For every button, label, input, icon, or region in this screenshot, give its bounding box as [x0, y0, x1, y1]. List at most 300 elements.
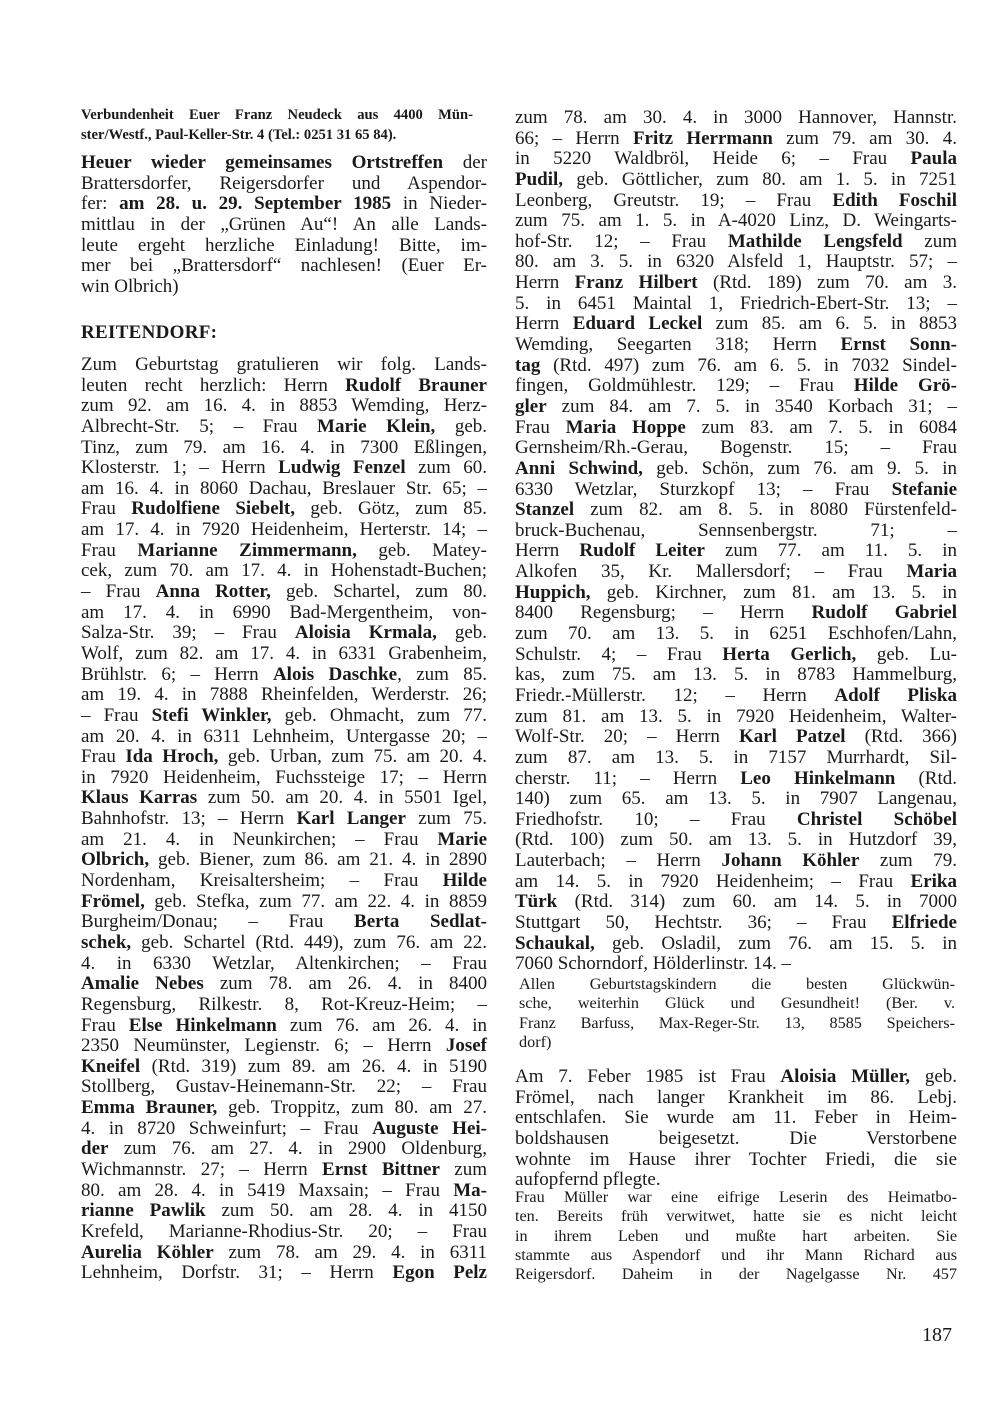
text-segment: Wemding, Seegarten 318; Herrn	[515, 334, 841, 356]
text-line	[81, 603, 487, 624]
text-line	[81, 520, 487, 541]
text-segment: geb. Göttlicher, zum 80. am 1. 5. in 7251	[563, 168, 957, 190]
text-segment: Nordenham, Kreisaltersheim; – Frau	[81, 870, 443, 892]
text-segment: Stollberg, Gustav-Heinemann-Str. 22; – Frau	[81, 1076, 487, 1098]
text-line	[81, 871, 487, 892]
bold-name: Schaukal,	[515, 932, 595, 954]
text-line	[81, 174, 487, 195]
text-line	[81, 1077, 487, 1098]
text-segment: am 16. 4. in 8060 Dachau, Breslauer Str. 65; –	[81, 477, 487, 499]
text-segment: Reigersdorf. Daheim in der Nagelgasse Nr. 457	[515, 1265, 957, 1284]
text-line	[515, 1188, 957, 1207]
text-line	[81, 1098, 487, 1119]
bold-name: Edith Foschil	[832, 189, 957, 211]
text-line	[81, 277, 487, 298]
text-segment: dorf)	[519, 1032, 552, 1051]
text-segment: 8400 Regensburg; – Herrn	[515, 602, 812, 624]
text-segment: fingen, Goldmühlestr. 129; – Frau	[515, 375, 854, 397]
text-segment: zum 75.	[405, 808, 487, 830]
text-segment: in 7920 Heidenheim, Fuchssteige 17; – Herrn	[81, 766, 487, 788]
text-segment: Frau	[81, 498, 132, 520]
text-line	[81, 623, 487, 644]
text-line	[515, 252, 957, 273]
text-line	[515, 624, 957, 645]
text-line	[81, 768, 487, 789]
text-segment: in Nieder-	[391, 193, 487, 215]
text-line	[515, 438, 957, 459]
text-segment: zum 78. am 26. 4. in 8400	[203, 973, 488, 995]
text-line	[515, 232, 957, 253]
text-segment: zum 87. am 13. 5. in 7157 Murrhardt, Sil-	[515, 746, 957, 768]
text-line	[515, 954, 957, 975]
text-line	[81, 974, 487, 995]
text-segment: hof-Str. 12; – Frau	[515, 230, 728, 252]
text-segment: zum 76. am 27. 4. in 2900 Oldenburg,	[108, 1138, 487, 1160]
text-line	[81, 644, 487, 665]
text-line	[81, 1243, 487, 1264]
text-segment: zum 50. am 28. 4. in 4150	[205, 1200, 488, 1222]
text-line	[515, 1246, 957, 1265]
bold-name: Leo Hinkelmann	[740, 767, 896, 789]
text-segment: Friedr.-Müllerstr. 12; – Herrn	[515, 684, 835, 706]
section-heading	[81, 322, 487, 344]
text-line	[515, 872, 957, 893]
text-line	[81, 125, 473, 145]
text-segment: zum 76. am 26. 4. in	[276, 1014, 487, 1036]
text-line	[515, 149, 957, 170]
text-segment: am 21. 4. in Neunkirchen; – Frau	[81, 828, 438, 850]
text-line	[81, 236, 487, 257]
bold-name: Ernst Bittner	[322, 1158, 440, 1180]
text-segment: Bahnhofstr. 13; – Herrn	[81, 808, 297, 830]
text-segment: (Rtd. 497) zum 76. am 6. 5. in 7032 Sindel-	[540, 354, 957, 376]
text-segment: aufopfernd pflegte.	[515, 1169, 661, 1191]
text-line	[515, 934, 957, 955]
text-segment: zum 79. am 30. 4.	[772, 127, 957, 149]
text-line	[515, 769, 957, 790]
text-segment: (Rtd. 189) zum 70. am 3.	[697, 272, 957, 294]
text-segment: Burgheim/Donau; – Frau	[81, 911, 355, 933]
text-segment: am 19. 4. in 7888 Rheinfelden, Werderstr. 26;	[81, 684, 487, 706]
page-number: 187	[922, 1324, 952, 1346]
bold-name: Aurelia Köhler	[81, 1241, 214, 1263]
bold-name: Heuer wieder gemeinsames Ortstreffen	[81, 152, 444, 173]
text-line	[81, 1160, 487, 1181]
text-segment: ten. Bereits früh verwitwet, hatte sie es nicht leicht	[515, 1207, 957, 1226]
text-segment: am 17. 4. in 7920 Heidenheim, Herterstr. 14; –	[81, 519, 487, 541]
text-segment: boldshausen beigesetzt. Die Verstorbene	[515, 1127, 957, 1149]
text-line	[81, 479, 487, 500]
bold-name: Elfriede	[891, 911, 957, 933]
text-segment: Wichmannstr. 27; – Herrn	[81, 1158, 323, 1180]
bold-name: Ludwig Fenzel	[278, 457, 406, 479]
bold-name: Frömel,	[81, 890, 145, 912]
text-line	[81, 685, 487, 706]
text-line	[81, 1181, 487, 1202]
bold-name: der	[81, 1138, 109, 1160]
text-line	[519, 1014, 955, 1033]
text-segment: , zum 85.	[397, 663, 487, 685]
text-line	[515, 191, 957, 212]
text-line	[515, 418, 957, 439]
text-line	[81, 933, 487, 954]
bold-name: Anni Schwind,	[515, 457, 643, 479]
text-line	[81, 105, 473, 125]
bold-name: Adolf Pliska	[834, 684, 957, 706]
text-segment: – Frau	[81, 704, 152, 726]
text-segment: ster/Westf., Paul-Keller-Str. 4 (Tel.: 0251 31 65 84).	[81, 127, 397, 143]
bold-name: Maria	[906, 561, 957, 583]
text-segment: zum 92. am 16. 4. in 8853 Wemding, Herz-	[81, 395, 487, 417]
text-line	[81, 458, 487, 479]
text-line	[81, 830, 487, 851]
text-segment: entschlafen. Sie wurde am 11. Feber in Heim-	[515, 1107, 957, 1129]
text-segment: leuten recht herzlich: Herrn	[81, 374, 346, 396]
bold-name: Anna Rotter,	[155, 581, 271, 603]
text-line	[81, 1036, 487, 1057]
text-segment: zum 60.	[405, 457, 487, 479]
bold-name: Herta Gerlich,	[722, 643, 857, 665]
text-segment: sche, weiterhin Glück und Gesundheit! (Ber. v.	[519, 994, 955, 1013]
text-line	[515, 830, 957, 851]
text-line	[515, 1129, 957, 1150]
obituary-note	[515, 1188, 957, 1284]
text-line	[515, 892, 957, 913]
text-line	[515, 1227, 957, 1246]
text-segment: geb.	[910, 1066, 957, 1087]
bold-name: Marie	[437, 828, 487, 850]
text-segment: zum	[902, 230, 958, 252]
bold-name: Hilde	[442, 870, 487, 892]
text-line	[515, 1108, 957, 1129]
text-line	[81, 1222, 487, 1243]
bold-name: am 28. u. 29. September 1985	[119, 193, 392, 215]
text-line	[515, 1067, 957, 1088]
text-line	[515, 294, 957, 315]
text-segment: geb. Matey-	[356, 539, 487, 561]
obituary	[515, 1067, 957, 1191]
text-line	[81, 1263, 487, 1284]
text-line	[515, 480, 957, 501]
text-segment: stammte aus Aspendorf und ihr Mann Richard aus	[515, 1245, 957, 1264]
text-segment: geb. Lu-	[856, 643, 957, 665]
text-segment: 5. in 6451 Maintal 1, Friedrich-Ebert-Str. 13; –	[515, 292, 957, 314]
bold-name: Maria Hoppe	[565, 416, 686, 438]
bold-name: Huppich,	[515, 581, 591, 603]
text-line	[81, 582, 487, 603]
bold-name: Erika	[910, 870, 957, 892]
bold-name: Stanzel	[515, 499, 575, 521]
bold-name: Berta Sedlat-	[354, 911, 487, 933]
text-segment: kas, zum 75. am 13. 5. in 8783 Hammelburg,	[515, 664, 957, 686]
text-line	[519, 975, 955, 994]
bold-name: Ma-	[453, 1179, 487, 1201]
text-line	[81, 727, 487, 748]
birthday-list	[81, 355, 487, 1284]
bold-name: tag	[515, 354, 541, 376]
text-line	[81, 665, 487, 686]
text-segment: 7060 Schorndorf, Hölderlinstr. 14. –	[515, 953, 792, 975]
text-line	[515, 397, 957, 418]
bold-name: Mathilde Lengsfeld	[727, 230, 903, 252]
text-segment: mittlau in der „Grünen Au“! An alle Lands-	[81, 213, 487, 235]
text-line	[81, 322, 487, 344]
text-segment: in ihrem Leben und mußte hart arbeiten. Sie	[515, 1226, 957, 1245]
bold-name: Josef	[445, 1035, 487, 1057]
text-segment: Herrn	[515, 540, 580, 562]
text-segment: geb. Schartel, zum 80.	[270, 581, 487, 603]
text-segment: zum 75. am 1. 5. in A-4020 Linz, D. Weingarts-	[515, 210, 957, 232]
text-segment: Alkofen 35, Kr. Mallersdorf; – Frau	[515, 561, 907, 583]
text-line	[515, 129, 957, 150]
bold-name: Amalie Nebes	[81, 973, 204, 995]
text-line	[81, 1139, 487, 1160]
bold-name: Emma Brauner,	[81, 1097, 218, 1119]
text-line	[81, 438, 487, 459]
text-segment: 66; – Herrn	[515, 127, 633, 149]
text-segment: Brühlstr. 6; – Herrn	[81, 663, 273, 685]
text-segment: mer bei „Brattersdorf“ nachlesen! (Euer Er-	[81, 255, 487, 277]
bold-name: Auguste Hei-	[372, 1117, 487, 1139]
text-line	[515, 376, 957, 397]
text-segment: Tinz, zum 79. am 16. 4. in 7300 Eßlingen,	[81, 436, 487, 458]
text-segment: zum 85. am 6. 5. in 8853	[702, 313, 958, 335]
text-line	[515, 583, 957, 604]
text-line	[515, 913, 957, 934]
text-line	[515, 108, 957, 129]
text-segment: zum 78. am 29. 4. in 6311	[213, 1241, 488, 1263]
text-segment: geb. Götz, zum 85.	[294, 498, 487, 520]
text-segment: am 17. 4. in 6990 Bad-Mergentheim, von-	[81, 601, 487, 623]
text-line	[515, 541, 957, 562]
text-segment: Frau Müller war eine eifrige Leserin des Heimatbo-	[515, 1188, 957, 1206]
text-line	[515, 1265, 957, 1284]
text-segment: geb. Schartel (Rtd. 449), zum 76. am 22.	[131, 931, 487, 953]
text-line	[81, 355, 487, 376]
bold-name: Johann Köhler	[721, 850, 860, 872]
text-line	[81, 995, 487, 1016]
text-segment: leute ergeht herzliche Einladung! Bitte, im-	[81, 234, 487, 256]
text-line	[81, 417, 487, 438]
text-line	[81, 954, 487, 975]
text-segment: Gernsheim/Rh.-Gerau, Bogenstr. 15; – Frau	[515, 437, 957, 459]
text-segment: Frau	[81, 1014, 129, 1036]
text-segment: win Olbrich)	[81, 275, 179, 297]
text-segment: (Rtd. 366)	[845, 726, 957, 748]
text-line	[515, 500, 957, 521]
text-line	[515, 1150, 957, 1171]
bold-name: Marie Klein,	[317, 415, 436, 437]
text-line	[81, 1201, 487, 1222]
bold-name: Ida Hroch,	[125, 746, 219, 768]
text-segment: Brattersdorfer, Reigersdorfer und Aspendor-	[81, 172, 487, 194]
text-line	[81, 376, 487, 397]
text-line	[515, 314, 957, 335]
text-line	[515, 273, 957, 294]
bold-name: Karl Langer	[296, 808, 406, 830]
text-segment: (Rtd. 314) zum 60. am 14. 5. in 7000	[557, 891, 957, 913]
bold-name: Alois Daschke	[272, 663, 398, 685]
text-segment: geb. Ohmacht, zum 77.	[271, 704, 488, 726]
text-line	[515, 170, 957, 191]
text-segment: Albrecht-Str. 5; – Frau	[81, 415, 318, 437]
text-line	[515, 789, 957, 810]
bold-name: rianne Pawlik	[81, 1200, 206, 1222]
text-segment: Krefeld, Marianne-Rhodius-Str. 20; – Frau	[81, 1220, 487, 1242]
text-segment: zum 81. am 13. 5. in 7920 Heidenheim, Walter-	[515, 705, 957, 727]
bold-name: Klaus Karras	[81, 787, 198, 809]
text-line	[81, 194, 487, 215]
bold-name: Aloisia Müller,	[780, 1066, 911, 1087]
text-segment: geb.	[436, 622, 487, 644]
text-line	[81, 541, 487, 562]
text-segment: Herrn	[515, 272, 575, 294]
text-segment: 80. am 28. 4. in 5419 Maxsain; – Frau	[81, 1179, 454, 1201]
text-segment: 2350 Neumünster, Legienstr. 6; – Herrn	[81, 1035, 446, 1057]
text-segment: (Rtd.	[895, 767, 957, 789]
text-line	[81, 912, 487, 933]
text-segment: zum 82. am 8. 5. in 8080 Fürstenfeld-	[574, 499, 957, 521]
text-line	[515, 686, 957, 707]
bold-name: Kneifel	[81, 1055, 141, 1077]
text-segment: Lehnheim, Dorfstr. 31; – Herrn	[81, 1262, 393, 1284]
text-line	[81, 788, 487, 809]
text-line	[515, 851, 957, 872]
text-line	[81, 396, 487, 417]
birthday-list-continued	[515, 108, 957, 975]
text-line	[81, 1119, 487, 1140]
text-segment: (Rtd. 100) zum 50. am 13. 5. in Hutzdorf 39,	[515, 829, 957, 851]
bold-name: Ernst Sonn-	[840, 334, 957, 356]
bold-name: Rudolf Gabriel	[811, 602, 957, 624]
text-segment: Friedhofstr. 10; – Frau	[515, 808, 797, 830]
text-segment: geb. Urban, zum 75. am 20. 4.	[218, 746, 487, 768]
text-segment: Frömel, nach langer Krankheit im 86. Lebj.	[515, 1086, 957, 1108]
text-segment: – Frau	[81, 581, 156, 603]
text-line	[81, 256, 487, 277]
text-line	[81, 153, 487, 174]
text-segment: in 5220 Waldbröl, Heide 6; – Frau	[515, 148, 911, 170]
text-line	[81, 850, 487, 871]
text-line	[515, 707, 957, 728]
text-line	[515, 603, 957, 624]
text-segment: wohnte im Hause ihrer Tochter Friedi, die sie	[515, 1148, 957, 1170]
text-segment: zum 78. am 30. 4. in 3000 Hannover, Hannstr.	[515, 107, 957, 128]
text-segment: 140) zum 65. am 13. 5. in 7907 Langenau,	[515, 788, 957, 810]
text-segment: cek, zum 70. am 17. 4. in Hohenstadt-Buchen;	[81, 560, 487, 582]
text-segment: Verbundenheit Euer Franz Neudeck aus 4400 Mün-	[81, 107, 473, 123]
text-segment: zum 50. am 20. 4. in 5501 Igel,	[197, 787, 488, 809]
text-segment: 4. in 6330 Wetzlar, Altenkirchen; – Frau	[81, 952, 487, 974]
bold-name: Türk	[515, 891, 558, 913]
text-line	[515, 356, 957, 377]
text-segment: Lauterbach; – Herrn	[515, 850, 722, 872]
text-segment: REITENDORF:	[81, 322, 218, 343]
text-line	[515, 810, 957, 831]
text-segment: geb. Schön, zum 76. am 9. 5. in	[642, 457, 957, 479]
text-line	[519, 994, 955, 1013]
text-segment: zum 83. am 7. 5. in 6084	[685, 416, 958, 438]
text-segment: geb. Kirchner, zum 81. am 13. 5. in	[590, 581, 957, 603]
text-segment: geb. Troppitz, zum 80. am 27.	[217, 1097, 487, 1119]
text-segment: Salza-Str. 39; – Frau	[81, 622, 295, 644]
text-segment: Regensburg, Rilkestr. 8, Rot-Kreuz-Heim; –	[81, 993, 487, 1015]
bold-name: Egon Pelz	[392, 1262, 487, 1284]
text-line	[81, 499, 487, 520]
text-segment: zum 84. am 7. 5. in 3540 Korbach 31; –	[546, 395, 957, 417]
text-line	[81, 892, 487, 913]
text-segment: Wolf-Str. 20; – Herrn	[515, 726, 739, 748]
text-segment: zum 70. am 13. 5. in 6251 Eschhofen/Lahn,	[515, 623, 957, 645]
bold-name: Hilde Grö-	[853, 375, 957, 397]
text-segment: zum	[439, 1158, 487, 1180]
text-line	[515, 335, 957, 356]
bold-name: Fritz Herrmann	[632, 127, 773, 149]
text-line	[81, 561, 487, 582]
text-line	[515, 645, 957, 666]
text-segment: Am 7. Feber 1985 ist Frau	[515, 1066, 781, 1087]
text-segment: geb. Biener, zum 86. am 21. 4. in 2890	[149, 849, 487, 871]
text-segment: Frau	[81, 746, 126, 768]
text-line	[519, 1033, 955, 1052]
bold-name: gler	[515, 395, 547, 417]
text-segment: Zum Geburtstag gratulieren wir folg. Lands-	[81, 354, 487, 375]
bold-name: Eduard Leckel	[572, 313, 703, 335]
text-segment: fer:	[81, 193, 120, 215]
bold-name: Aloisia Krmala,	[294, 622, 437, 644]
bold-name: Paula	[910, 148, 957, 170]
bold-name: Stefanie	[891, 478, 957, 500]
text-line	[515, 459, 957, 480]
text-line	[515, 1088, 957, 1109]
intro-note	[81, 105, 473, 145]
text-segment: der	[443, 152, 487, 173]
bold-name: Christel Schöbel	[796, 808, 957, 830]
text-segment: am 14. 5. in 7920 Heidenheim; – Frau	[515, 870, 911, 892]
ortstreffen-announcement	[81, 153, 487, 297]
text-segment: geb. Stefka, zum 77. am 22. 4. in 8859	[144, 890, 487, 912]
text-line	[81, 215, 487, 236]
text-line	[515, 1207, 957, 1226]
bold-name: Rudolf Brauner	[345, 374, 487, 396]
text-line	[81, 809, 487, 830]
bold-name: Franz Hilbert	[574, 272, 698, 294]
bold-name: Rudolfiene Siebelt,	[131, 498, 295, 520]
bold-name: Marianne Zimmermann,	[137, 539, 357, 561]
text-segment: Franz Barfuss, Max-Reger-Str. 13, 8585 Speichers-	[519, 1013, 955, 1032]
text-segment: am 20. 4. in 6311 Lehnheim, Untergasse 20; –	[81, 725, 487, 747]
bold-name: Rudolf Leiter	[579, 540, 705, 562]
text-segment: cherstr. 11; – Herrn	[515, 767, 741, 789]
text-line	[515, 521, 957, 542]
bold-name: Pudil,	[515, 168, 564, 190]
text-segment: zum 77. am 11. 5. in	[704, 540, 957, 562]
text-line	[515, 748, 957, 769]
text-segment: Herrn	[515, 313, 573, 335]
text-segment: Frau	[81, 539, 138, 561]
text-segment: 4. in 8720 Schweinfurt; – Frau	[81, 1117, 373, 1139]
text-segment: Wolf, zum 82. am 17. 4. in 6331 Grabenheim,	[81, 642, 487, 664]
text-line	[515, 665, 957, 686]
text-segment: geb.	[435, 415, 488, 437]
text-segment: (Rtd. 319) zum 89. am 26. 4. in 5190	[140, 1055, 487, 1077]
text-segment: Leonberg, Greutstr. 19; – Frau	[515, 189, 833, 211]
text-line	[81, 747, 487, 768]
bold-name: Olbrich,	[81, 849, 150, 871]
text-segment: Allen Geburtstagskindern die besten Glückwün-	[519, 975, 955, 993]
text-segment: Frau	[515, 416, 566, 438]
text-line	[515, 562, 957, 583]
